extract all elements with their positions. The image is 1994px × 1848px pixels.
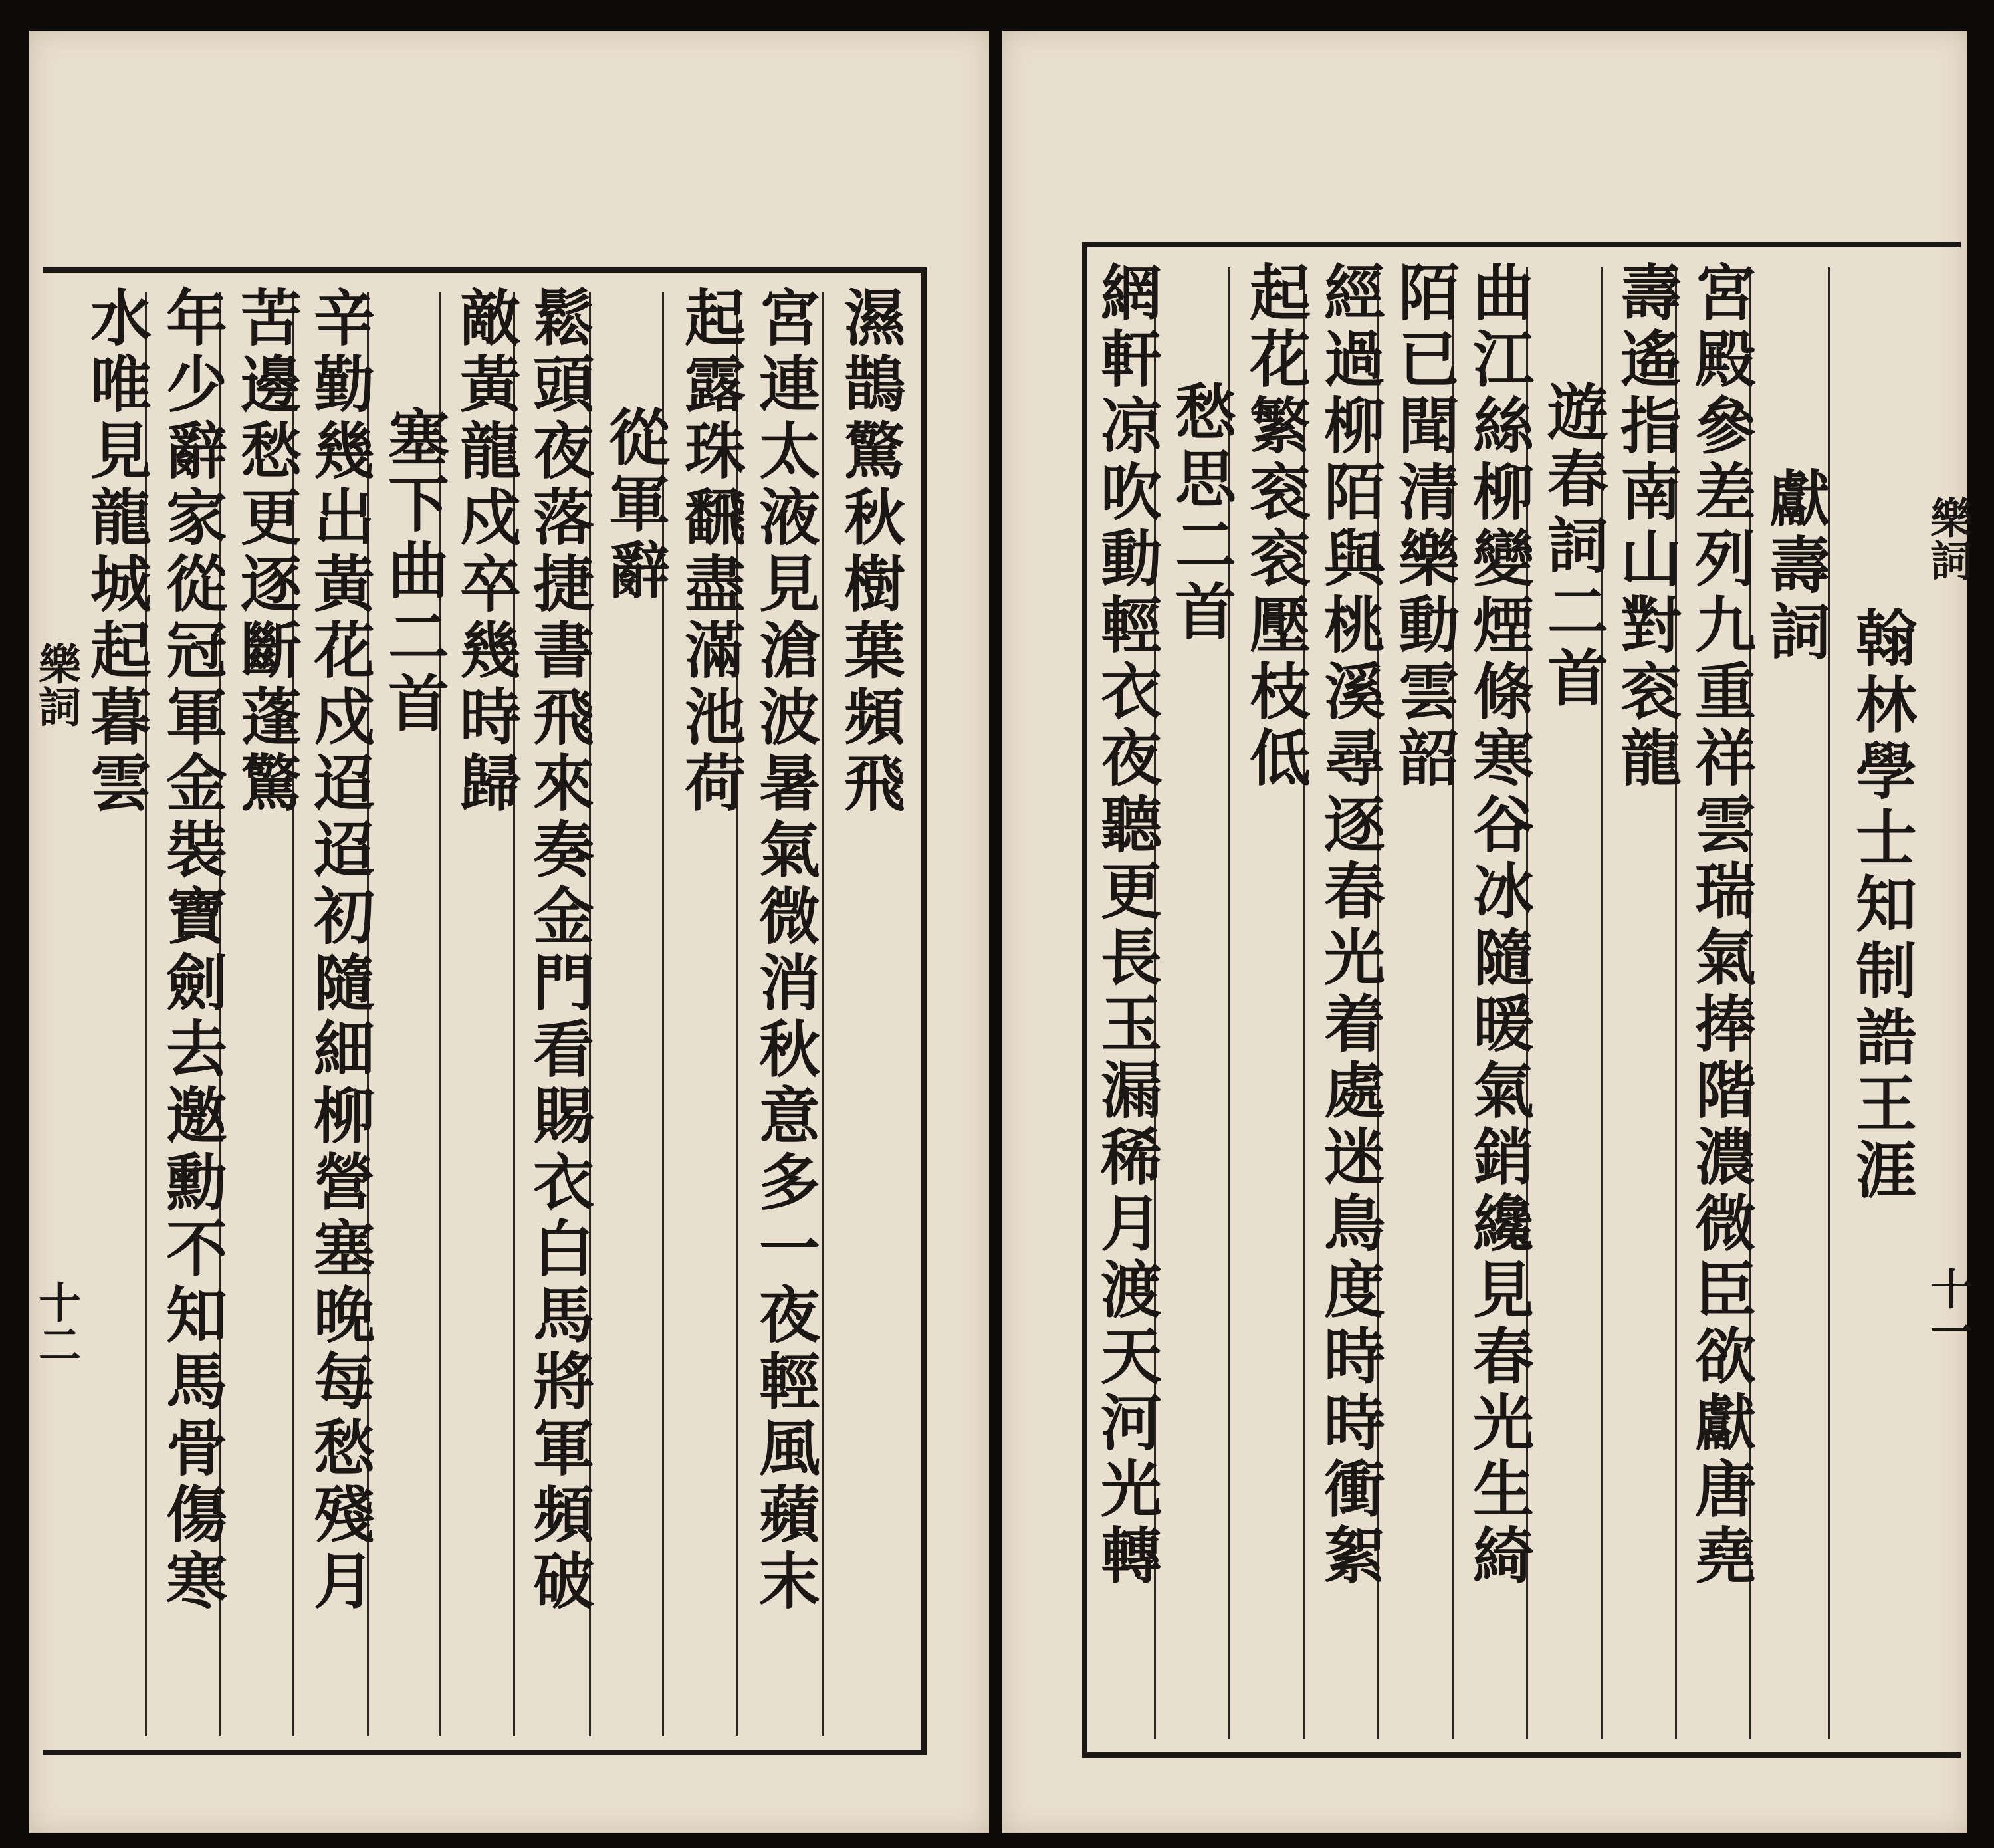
page-number: 十二 <box>31 1280 81 1365</box>
text-column: 敵黃龍戍卒幾時歸 <box>450 286 522 818</box>
text-column: 起露珠飜盡滿池荷 <box>675 286 746 818</box>
text-column: 陌已聞清樂動雲韶 <box>1388 261 1460 792</box>
left-text-frame <box>43 267 927 1755</box>
text-column: 鬆頭夜落捷書飛來奏金門看賜衣白馬將軍頻破 <box>523 286 595 1615</box>
text-column: 曲江絲柳變煙條寒谷冰隨暖氣銷纔見春光生綺 <box>1463 261 1535 1590</box>
right-page <box>1002 31 1973 1833</box>
text-column: 苦邊愁更逐斷蓬驚 <box>231 286 302 818</box>
section-title: 塞下曲二首 <box>378 405 450 738</box>
text-column: 網軒凉吹動輕衣夜聽更長玉漏稀月渡天河光轉 <box>1091 261 1163 1590</box>
text-column: 宮連太液見滄波暑氣微消秋意多一夜輕風蘋末 <box>749 286 821 1615</box>
text-column: 水唯見龍城起暮雲 <box>80 286 152 818</box>
section-title: 愁思二首 <box>1165 380 1237 646</box>
text-column: 年少辭家從冠軍金裝寶劍去邀勳不知馬骨傷寒 <box>156 286 228 1615</box>
text-column: 辛勤幾出黃花戍迢迢初隨細柳營塞晚每愁殘月 <box>304 286 376 1615</box>
text-column: 濕鵲驚秋樹葉頻飛 <box>834 286 906 818</box>
column-rule <box>822 292 824 1736</box>
section-title: 從軍辭 <box>599 405 671 605</box>
page-number: 十一 <box>1923 1267 1973 1352</box>
margin-label: 樂詞 <box>1923 496 1973 581</box>
text-column: 宮殿參差列九重祥雲瑞氣捧階濃微臣欲獻唐堯 <box>1685 261 1757 1590</box>
section-title: 遊春詞二首 <box>1537 380 1609 713</box>
margin-label: 樂詞 <box>31 642 81 727</box>
author-line: 翰林學士知制誥王涯 <box>1846 606 1918 1205</box>
left-page <box>29 31 989 1833</box>
right-text-frame <box>1082 242 1961 1758</box>
text-column: 經過柳陌與桃溪尋逐春光着處迷鳥度時時衝絮 <box>1314 261 1386 1590</box>
text-column: 起花繁衮衮壓枝低 <box>1240 261 1311 792</box>
text-column: 壽遙指南山對衮龍 <box>1610 261 1682 792</box>
section-title: 獻壽詞 <box>1759 467 1831 666</box>
